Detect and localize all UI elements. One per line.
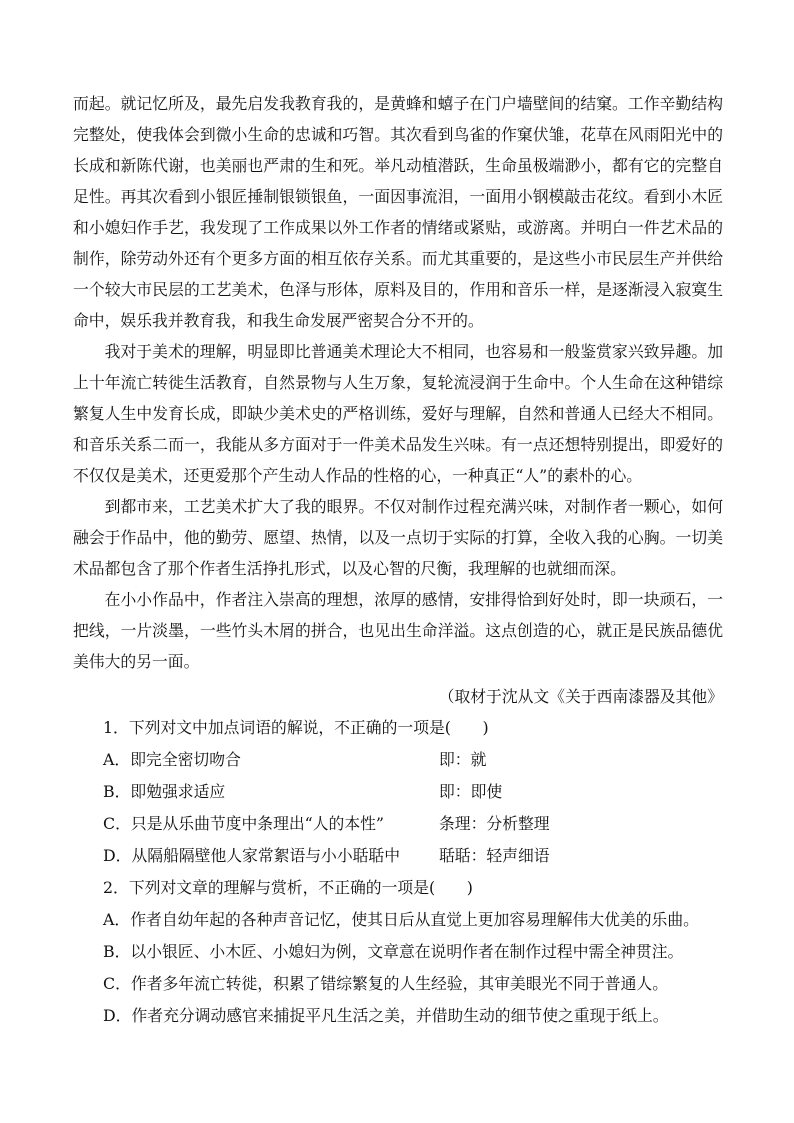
option-text: 作者多年流亡转徙，积累了错综繁复的人生经验，其审美眼光不同于普通人。 [130,974,668,993]
option-label: A． [103,910,131,929]
option-text: 从隔船隔壁他人家常絮语与小小聒聒中 [131,846,401,865]
question-stem: 2．下列对文章的理解与赏析，不正确的一项是( ) [103,878,473,897]
option-label: A． [103,750,131,769]
option-c [73,968,723,1000]
option-b [73,936,723,968]
option-d [73,840,723,872]
passage-paragraph-3: 到都市来，工艺美术扩大了我的眼界。不仅对制作过程充满兴味，对制作者一颗心，如何融会于作品中，他的勤劳、愿望、热情，以及一点切于实际的打算，全收入我的心胸。一切美术品都包含了那个作者生活挣扎形式，以及心智的尺衡，我理解的也就细而深。 [73,497,723,578]
option-text: 作者自幼年起的各种声音记忆，使其日后从直觉上更加容易理解伟大优美的乐曲。 [130,910,699,929]
passage-paragraph-4: 在小小作品中，作者注入崇高的理想，浓厚的感情，安排得恰到好处时，即一块顽石，一把线，一片淡墨，一些竹头木屑的拼合，也见出生命洋溢。这点创造的心，就正是民族品德优美伟大的另一面。 [73,590,723,671]
option-d [73,1000,723,1032]
option-label: C． [103,814,131,833]
option-text: 以小银匠、小木匠、小媳妇为例，文章意在说明作者在制作过程中需全神贯注。 [130,942,684,961]
option-main [103,744,439,776]
option-text: 只是从乐曲节度中条理出“人的本性” [130,814,384,833]
option-b [73,776,723,808]
question-2 [73,872,723,1032]
passage-source: （取材于沈从文《关于西南漆器及其他》 [438,687,723,706]
option-main [103,1000,669,1032]
option-main [103,904,699,936]
option-main [103,936,683,968]
option-gloss: 聒聒：轻声细语 [439,846,550,865]
option-main [103,808,439,840]
option-gloss: 条理：分析整理 [439,814,550,833]
option-text: 作者充分调动感官来捕捉平凡生活之美，并借助生动的细节使之重现于纸上。 [131,1006,669,1025]
option-text: 即完全密切吻合 [130,750,241,769]
question-1 [73,712,723,872]
option-label: C． [103,974,131,993]
option-a [73,904,723,936]
passage-paragraph-2: 我对于美术的理解，明显即比普通美术理论大不相同，也容易和一般鉴赏家兴致异趣。加上十年流亡转徙生活教育，自然景物与人生万象，复轮流浸润于生命中。个人生命在这种错综繁复人生中发育长成，即缺少美术史的严格训练，爱好与理解，自然和普通人已经大不相同。和音乐关系二而一，我能从多方面对于一件美术品发生兴味。有一点还想特别提出，即爱好的不仅仅是美术，还更爱那个产生动人作品的性格的心，一种真正“人”的素朴的心。 [73,342,723,485]
option-label: B． [103,782,131,801]
option-c [73,808,723,840]
passage-paragraph-1: 而起。就记忆所及，最先启发我教育我的，是黄蜂和蟢子在门户墙壁间的结窠。工作辛勤结构完整处，使我体会到微小生命的忠诚和巧智。其次看到鸟雀的作窠伏雏，花草在风雨阳光中的长成和新陈代谢，也美丽也严肃的生和死。举凡动植潜跃，生命虽极端渺小，都有它的完整自足性。再其次看到小银匠捶制银锁银鱼，一面因事流泪，一面用小钢模敲击花纹。看到小木匠和小媳妇作手艺，我发现了工作成果以外工作者的情绪或紧贴，或游离。并明白一件艺术品的制作，除劳动外还有个更多方面的相互依存关系。而尤其重要的，是这些小市民层生产并供给一个较大市民层的工艺美术，色泽与形体，原料及目的，作用和音乐一样，是逐渐浸入寂寞生命中，娱乐我并教育我，和我生命发展严密契合分不开的。 [73,94,723,330]
option-main [103,840,439,872]
option-gloss: 即：即使 [439,782,503,801]
option-a [73,744,723,776]
option-gloss: 即：就 [439,750,487,769]
question-stem: 1．下列对文中加点词语的解说，不正确的一项是( ) [103,718,489,737]
option-text: 即勉强求适应 [130,782,226,801]
option-main [103,776,439,808]
option-main [103,968,668,1000]
option-label: D． [103,1006,132,1025]
option-label: B． [103,942,131,961]
document-page [73,88,723,1032]
option-label: D． [103,846,132,865]
